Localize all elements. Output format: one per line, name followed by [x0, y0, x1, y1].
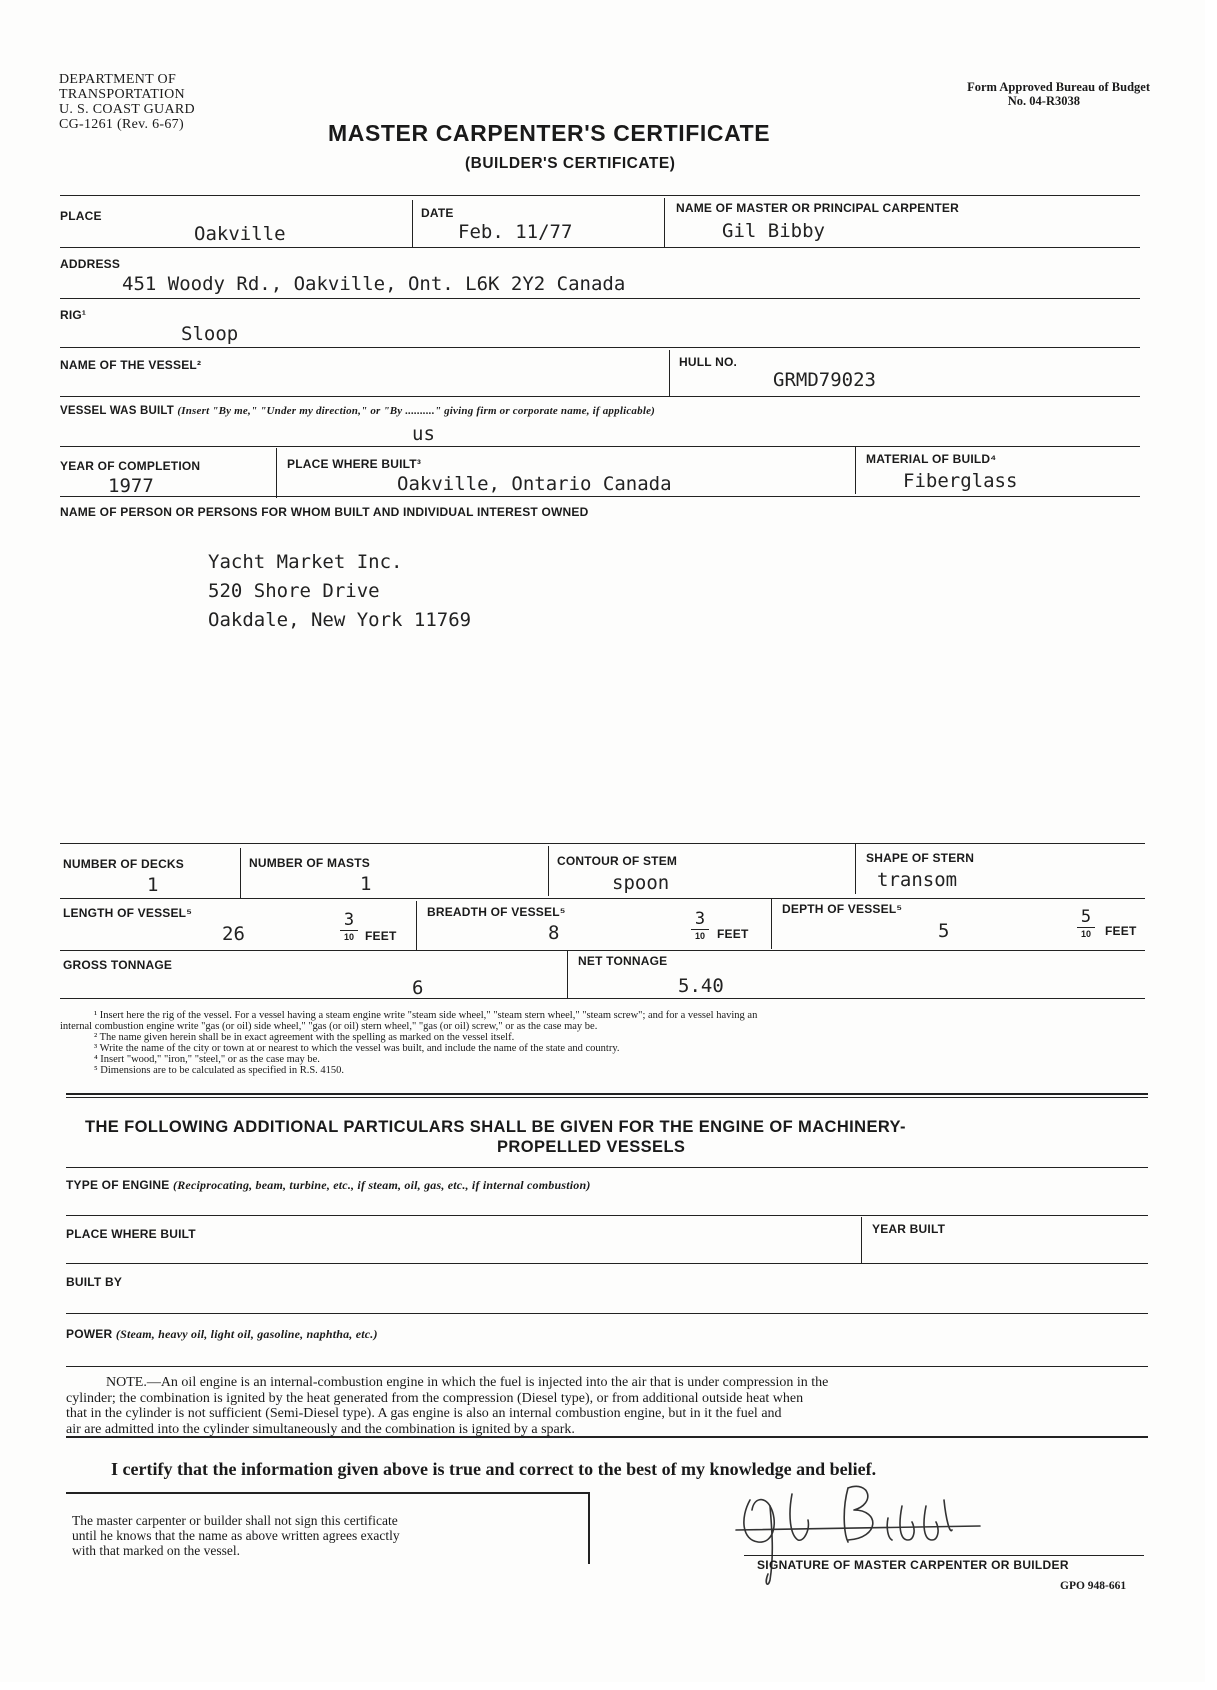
engine-power-label [66, 1327, 378, 1342]
built-by-hint: (Insert "By me," "Under my direction," or "By .........." giving firm or corporate name, if applicable) [177, 405, 656, 417]
year-completion-value: 1977 [108, 475, 154, 497]
feet-label: FEET [365, 929, 397, 943]
depth-label: DEPTH OF VESSEL⁵ [782, 902, 903, 916]
stem-value: spoon [612, 872, 670, 894]
rig-value: Sloop [181, 323, 239, 345]
address-value: 451 Woody Rd., Oakville, Ont. L6K 2Y2 Canada [122, 273, 626, 295]
footnote: ³ Write the name of the city or town at or nearest to which the vessel was built, and include the name of the state and country. [94, 1043, 620, 1054]
page-subtitle: (BUILDER'S CERTIFICATE) [465, 155, 676, 172]
length-tenths [340, 912, 358, 942]
footnote: ¹ Insert here the rig of the vessel. For a vessel having a steam engine write "steam side wheel," "steam stern wheel," "steam screw"; and for a vessel having an [94, 1010, 758, 1021]
feet-label: FEET [1105, 924, 1137, 938]
owner-line: 520 Shore Drive [208, 580, 380, 602]
material-label: MATERIAL OF BUILD⁴ [866, 452, 997, 466]
date-value: Feb. 11/77 [458, 221, 573, 243]
built-by-label-text: VESSEL WAS BUILT [60, 405, 174, 417]
form-number: CG-1261 (Rev. 6-67) [59, 117, 184, 132]
owner-line: Yacht Market Inc. [208, 551, 403, 573]
tenths-label: 10 [343, 932, 354, 942]
engine-builtby-label: BUILT BY [66, 1275, 123, 1289]
engine-year-label: YEAR BUILT [872, 1222, 946, 1236]
engine-note [66, 1375, 828, 1437]
hull-value: GRMD79023 [773, 369, 876, 391]
certification-statement: I certify that the information given above is true and correct to the best of my knowledge and belief. [111, 1459, 877, 1479]
budget-approval [905, 80, 1150, 108]
gross-label: GROSS TONNAGE [63, 958, 173, 972]
decks-label: NUMBER OF DECKS [63, 857, 185, 871]
page-title: MASTER CARPENTER'S CERTIFICATE [328, 120, 771, 146]
feet-label: FEET [717, 927, 749, 941]
footnote: internal combustion engine write "gas (or oil) side wheel," "gas (or oil) stern wheel," "gas (or oil) screw," or as the case may be. [60, 1021, 598, 1032]
note-line: NOTE.—An oil engine is an internal-combustion engine in which the fuel is injected into the air that is under compression in the [106, 1375, 829, 1390]
note-line: cylinder; the combination is ignited by the heat generated from the compression (Diesel type), or from additional outside heat when [66, 1390, 804, 1406]
place-built-value: Oakville, Ontario Canada [397, 473, 672, 495]
owners-list [208, 548, 471, 635]
decks-value: 1 [147, 874, 159, 896]
depth-tenths-value: 5 [1080, 907, 1092, 927]
handwritten-signature [730, 1470, 990, 1590]
length-tenths-value: 3 [343, 910, 355, 930]
gross-value: 6 [412, 977, 424, 999]
place-label: PLACE [60, 209, 102, 223]
stem-label: CONTOUR OF STEM [557, 854, 678, 868]
footnotes [60, 1010, 757, 1076]
net-label: NET TONNAGE [578, 954, 668, 968]
dept-line: TRANSPORTATION [59, 87, 185, 102]
built-by-label [60, 405, 655, 417]
department-block [59, 72, 195, 132]
dept-line: U. S. COAST GUARD [59, 102, 195, 117]
depth-feet-value: 5 [938, 920, 950, 942]
warning-text [66, 1494, 588, 1558]
engine-type-label [66, 1178, 591, 1193]
net-value: 5.40 [678, 975, 724, 997]
footnote: ⁴ Insert "wood," "iron," "steel," or as the case may be. [94, 1054, 320, 1065]
rig-label: RIG¹ [60, 308, 87, 322]
note-line: that in the cylinder is not sufficient (Semi-Diesel type). A gas engine is also an internal combustion engine, but in it the fuel and [66, 1406, 782, 1421]
approval-number: No. 04-R3038 [1007, 94, 1080, 108]
date-label: DATE [421, 206, 454, 220]
masts-label: NUMBER OF MASTS [249, 856, 370, 870]
address-label: ADDRESS [60, 257, 121, 271]
breadth-feet-value: 8 [548, 922, 560, 944]
footnote: ⁵ Dimensions are to be calculated as specified in R.S. 4150. [94, 1065, 345, 1076]
gpo-code: GPO 948-661 [1060, 1580, 1127, 1592]
master-value: Gil Bibby [722, 220, 825, 242]
engine-type-label-text: TYPE OF ENGINE [66, 1178, 170, 1192]
depth-tenths [1077, 909, 1095, 939]
length-label: LENGTH OF VESSEL⁵ [63, 906, 193, 920]
material-value: Fiberglass [903, 470, 1018, 492]
year-completion-label: YEAR OF COMPLETION [60, 459, 201, 473]
note-line: air are admitted into the cylinder simultaneously and the combination is ignited by a spark. [66, 1421, 575, 1437]
engine-type-hint: (Reciprocating, beam, turbine, etc., if steam, oil, gas, etc., if internal combustion) [173, 1178, 591, 1192]
engine-power-label-text: POWER [66, 1327, 113, 1341]
tenths-label: 10 [1080, 929, 1091, 939]
masts-value: 1 [360, 873, 372, 895]
length-feet-value: 26 [222, 923, 245, 945]
warning-box [66, 1492, 590, 1564]
place-value: Oakville [194, 223, 286, 245]
breadth-tenths [691, 911, 709, 941]
breadth-label: BREADTH OF VESSEL⁵ [427, 905, 566, 919]
engine-heading: THE FOLLOWING ADDITIONAL PARTICULARS SHALL BE GIVEN FOR THE ENGINE OF MACHINERY- [85, 1118, 906, 1136]
owners-label: NAME OF PERSON OR PERSONS FOR WHOM BUILT AND INDIVIDUAL INTEREST OWNED [60, 505, 589, 519]
tenths-label: 10 [694, 931, 705, 941]
stern-value: transom [877, 869, 958, 891]
stern-label: SHAPE OF STERN [866, 851, 975, 865]
warning-line: with that marked on the vessel. [72, 1543, 240, 1558]
built-by-value: us [412, 423, 435, 445]
approval-line: Form Approved Bureau of Budget [967, 80, 1150, 94]
place-built-label: PLACE WHERE BUILT³ [287, 457, 422, 471]
engine-power-hint: (Steam, heavy oil, light oil, gasoline, naphtha, etc.) [115, 1327, 378, 1341]
owner-line: Oakdale, New York 11769 [208, 609, 472, 631]
signature-label: SIGNATURE OF MASTER CARPENTER OR BUILDER [757, 1558, 1069, 1572]
warning-line: until he knows that the name as above written agrees exactly [72, 1528, 400, 1543]
hull-label: HULL NO. [679, 355, 738, 369]
breadth-tenths-value: 3 [694, 909, 706, 929]
master-label: NAME OF MASTER OR PRINCIPAL CARPENTER [676, 201, 959, 215]
footnote: ² The name given herein shall be in exact agreement with the spelling as marked on the vessel itself. [94, 1032, 515, 1043]
dept-line: DEPARTMENT OF [59, 72, 177, 87]
vessel-name-label: NAME OF THE VESSEL² [60, 358, 202, 372]
engine-place-label: PLACE WHERE BUILT [66, 1227, 196, 1241]
warning-line: The master carpenter or builder shall not sign this certificate [72, 1513, 398, 1528]
engine-heading-2: PROPELLED VESSELS [497, 1138, 686, 1156]
